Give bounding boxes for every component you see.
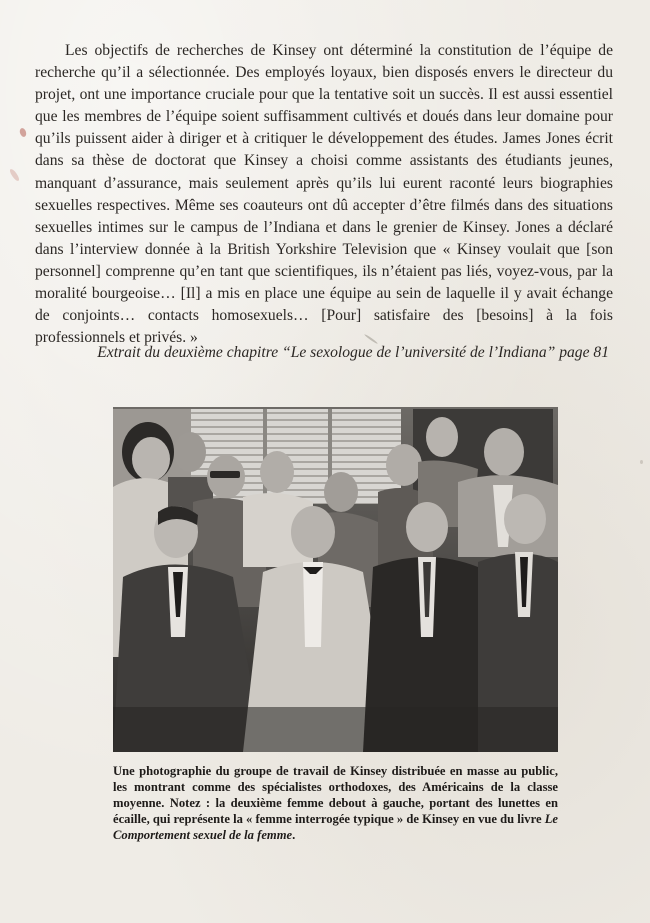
group-photograph [113, 407, 558, 752]
paper-stain [640, 460, 643, 464]
source-citation: Extrait du deuxième chapitre “Le sexologue de l’université de l’Indiana” page 81 [97, 344, 609, 361]
caption-book-title: Le Comportement sexuel de la femme [113, 812, 558, 843]
body-paragraph: Les objectifs de recherches de Kinsey ont déterminé la constitution de l’équipe de recherche qu’il a sélectionnée. Des employés loyaux, bien disposés envers le directeur du projet, ont une importance cruciale pour que la tentative soit un succès. Il est aussi essentiel que les membres de l’équipe soient suffisamment cultivés et doués dans leur domaine pour qu’ils puissent aider à diriger et à critiquer le développement des études. James Jones écrit dans sa thèse de doctorat que Kinsey a choisi comme assistants des étudiants jeunes, manquant d’assurance, mais seulement après qu’ils lui eurent raconté leurs biographies sexuelles respectives. Même ses coauteurs ont dû accepter d’être filmés dans des situations sexuelles intimes sur le campus de l’Indiana et dans le grenier de Kinsey. Jones a déclaré dans l’interview donnée à la British Yorkshire Television que « Kinsey voulait que [son personnel] comprenne qu’en tant que scientifiques, ils n’étaient pas liés, voyez-vous, par la moralité bourgeoise… [Il] a mis en place une équipe au sein de laquelle il y avait échange de conjoints… contacts homosexuels… [Pour] satisfaire des [besoins] à la fois professionnels et privés. » [35, 42, 613, 347]
photo-illustration [113, 407, 558, 752]
caption-end: . [292, 828, 296, 843]
paper-stain [19, 127, 28, 138]
photo-caption [113, 763, 558, 843]
paper-stain [8, 168, 20, 182]
caption-text: Une photographie du groupe de travail de Kinsey distribuée en masse au public, les montrant comme des spécialistes orthodoxes, des Américains de la classe moyenne. Notez : la deuxième femme debout à gauche, portant des lunettes en écaille, qui représente la « femme interrogée typique » de Kinsey en vue du livre [113, 764, 558, 827]
